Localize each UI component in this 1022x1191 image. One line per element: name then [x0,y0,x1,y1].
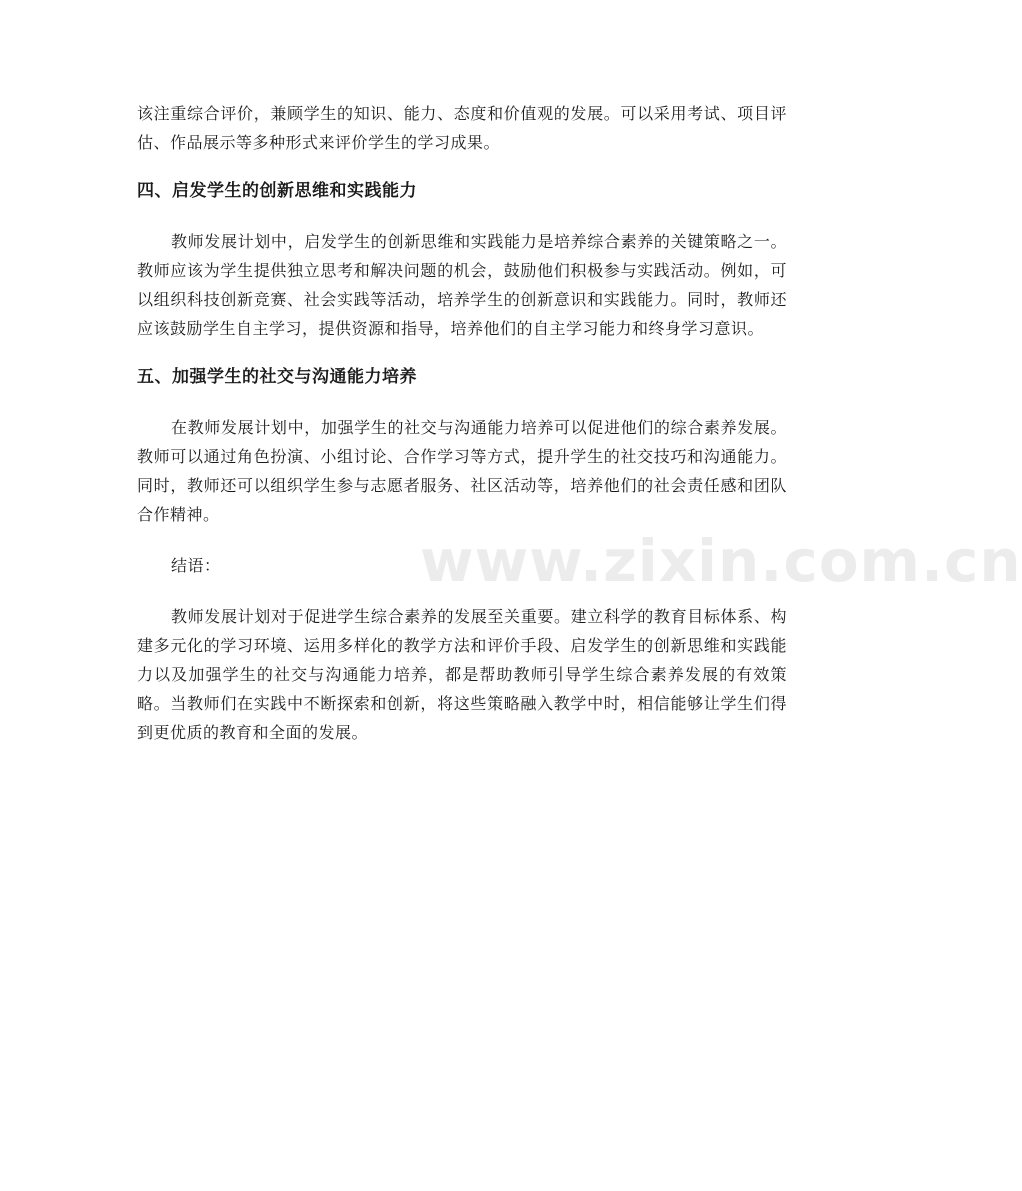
spacer [137,203,787,227]
section-5-heading: 五、加强学生的社交与沟通能力培养 [137,367,417,387]
section-4-heading: 四、启发学生的创新思维和实践能力 [137,181,417,201]
watermark-text: www.zixin.com.cn [420,527,1022,595]
spacer [137,529,787,551]
section-4-paragraph: 教师发展计划中，启发学生的创新思维和实践能力是培养综合素养的关键策略之一。教师应该为学生提供独立思考和解决问题的机会，鼓励他们积极参与实践活动。例如，可以组织科技创新竞赛、社会实践等活动，培养学生的创新意识和实践能力。同时，教师还应该鼓励学生自主学习，提供资源和指导，培养他们的自主学习能力和终身学习意识。 [137,232,787,338]
conclusion-label: 结语： [171,556,221,575]
intro-tail-paragraph: 该注重综合评价，兼顾学生的知识、能力、态度和价值观的发展。可以采用考试、项目评估、作品展示等多种形式来评价学生的学习成果。 [137,104,787,152]
conclusion-paragraph: 教师发展计划对于促进学生综合素养的发展至关重要。建立科学的教育目标体系、构建多元化的学习环境、运用多样化的教学方法和评价手段、启发学生的创新思维和实践能力以及加强学生的社交与沟通能力培养，都是帮助教师引导学生综合素养发展的有效策略。当教师们在实践中不断探索和创新，将这些策略融入教学中时，相信能够让学生们得到更优质的教育和全面的发展。 [137,607,787,742]
spacer [137,580,787,602]
section-5-paragraph: 在教师发展计划中，加强学生的社交与沟通能力培养可以促进他们的综合素养发展。教师可以通过角色扮演、小组讨论、合作学习等方式，提升学生的社交技巧和沟通能力。同时，教师还可以组织学生参与志愿者服务、社区活动等，培养他们的社会责任感和团队合作精神。 [137,418,787,524]
document-page [137,99,787,747]
spacer [137,157,787,179]
spacer [137,343,787,365]
spacer [137,389,787,413]
